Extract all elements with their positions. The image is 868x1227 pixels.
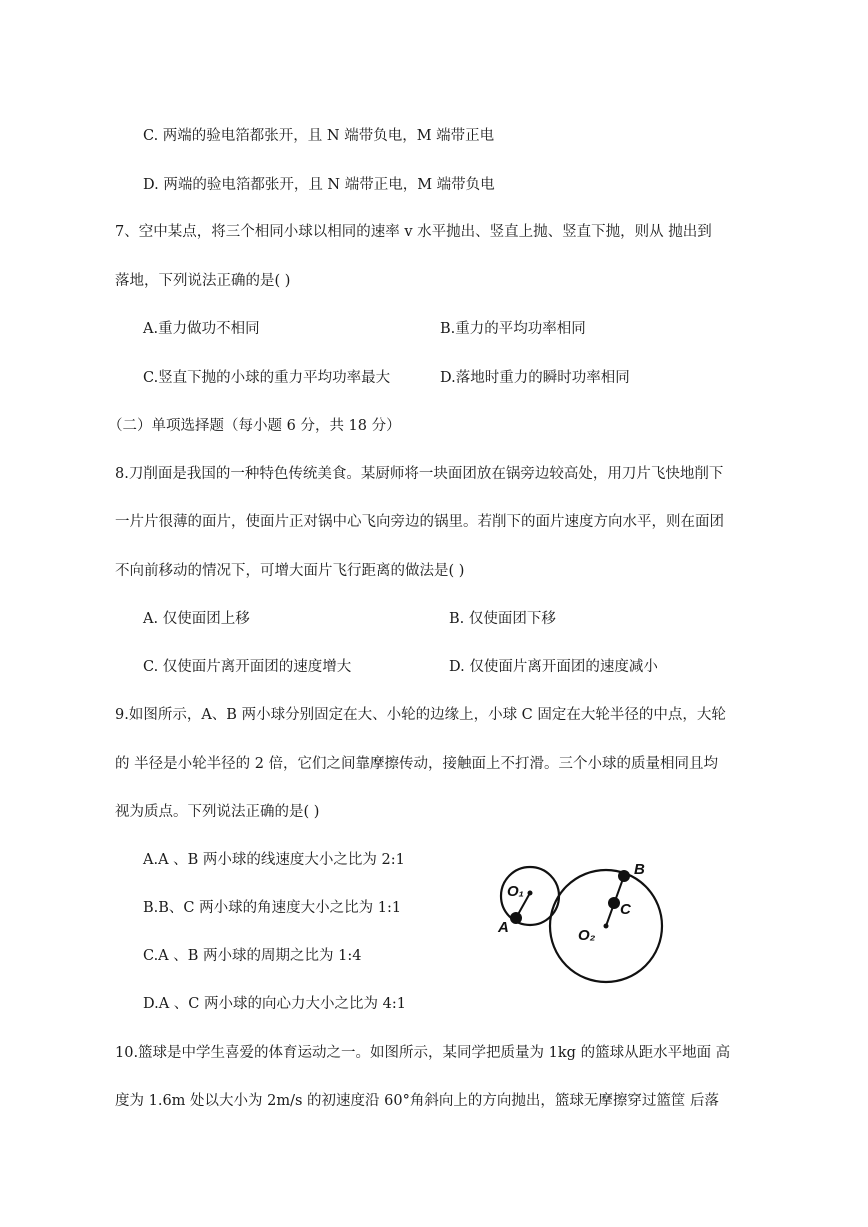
ball-a <box>510 912 522 924</box>
q7-stem-line-2: 落地，下列说法正确的是( ) <box>115 273 291 289</box>
ball-b <box>618 870 630 882</box>
section-heading: （二）单项选择题（每小题 6 分，共 18 分） <box>108 418 401 434</box>
label-o2: O₂ <box>578 927 596 944</box>
q10-stem-line-2: 度为 1.6m 处以大小为 2m/s 的初速度沿 60°角斜向上的方向抛出，篮球无摩擦穿过篮筐 后落 <box>115 1093 719 1109</box>
q8-stem-line-2: 一片片很薄的面片，使面片正对锅中心飞向旁边的锅里。若削下的面片速度方向水平，则在面团 <box>115 514 724 530</box>
q9-option-c: C.A 、B 两小球的周期之比为 1:4 <box>143 948 362 964</box>
q9-stem-line-1: 9.如图所示，A、B 两小球分别固定在大、小轮的边缘上，小球 C 固定在大轮半径的中点，大轮 <box>115 707 726 723</box>
q7-option-a: A.重力做功不相同 <box>143 321 260 337</box>
ball-c <box>608 897 620 909</box>
q7-option-d: D.落地时重力的瞬时功率相同 <box>440 370 630 386</box>
q7-option-b: B.重力的平均功率相同 <box>440 321 586 337</box>
q7-stem-line-1: 7、空中某点，将三个相同小球以相同的速率 v 水平抛出、竖直上抛、竖直下抛，则从 抛出到 <box>115 224 712 240</box>
label-b: B <box>634 861 645 878</box>
q9-stem-line-3: 视为质点。下列说法正确的是( ) <box>115 804 320 820</box>
q8-option-b: B. 仅使面团下移 <box>449 611 556 627</box>
wheels-figure <box>490 852 670 992</box>
q10-stem-line-1: 10.篮球是中学生喜爱的体育运动之一。如图所示，某同学把质量为 1kg 的篮球从距水平地面 高 <box>115 1045 731 1061</box>
large-wheel-center-dot <box>604 924 609 929</box>
q8-stem-line-1: 8.刀削面是我国的一种特色传统美食。某厨师将一块面团放在锅旁边较高处，用刀片飞快地削下 <box>115 466 724 482</box>
q8-option-a: A. 仅使面团上移 <box>143 611 250 627</box>
small-wheel-center-dot <box>528 891 533 896</box>
q9-option-d: D.A 、C 两小球的向心力大小之比为 4:1 <box>143 996 406 1012</box>
label-a: A <box>498 919 509 936</box>
q7-option-c: C.竖直下抛的小球的重力平均功率最大 <box>143 370 391 386</box>
label-o1: O₁ <box>507 883 524 900</box>
q9-stem-line-2: 的 半径是小轮半径的 2 倍，它们之间靠摩擦传动，接触面上不打滑。三个小球的质量相同且均 <box>115 756 719 772</box>
q8-option-d: D. 仅使面片离开面团的速度减小 <box>449 659 658 675</box>
q6-option-c: C. 两端的验电箔都张开，且 N 端带负电，M 端带正电 <box>143 128 495 144</box>
q6-option-d: D. 两端的验电箔都张开，且 N 端带正电，M 端带负电 <box>143 177 495 193</box>
label-c: C <box>620 901 631 918</box>
q8-option-c: C. 仅使面片离开面团的速度增大 <box>143 659 352 675</box>
q9-option-a: A.A 、B 两小球的线速度大小之比为 2:1 <box>143 852 405 868</box>
q8-stem-line-3: 不向前移动的情况下，可增大面片飞行距离的做法是( ) <box>115 563 465 579</box>
q9-option-b: B.B、C 两小球的角速度大小之比为 1:1 <box>143 900 402 916</box>
